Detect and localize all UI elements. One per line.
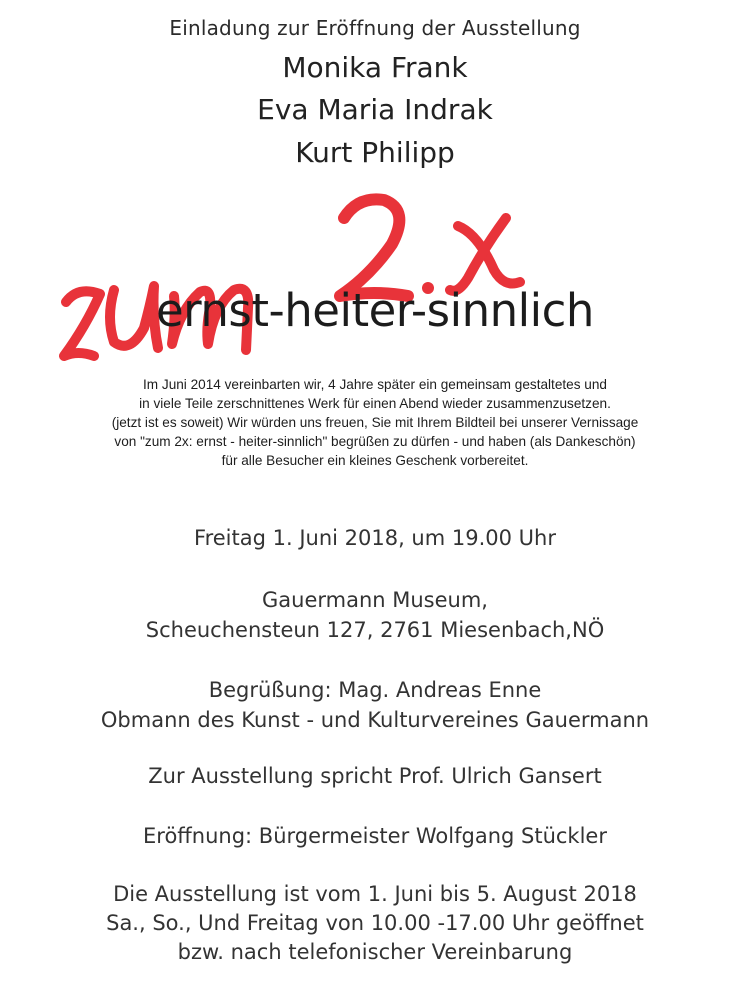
- welcome-speaker-role: Obmann des Kunst - und Kulturvereines Gauermann: [100, 708, 650, 732]
- paragraph-line: von "zum 2x: ernst - heiter-sinnlich" begrüßen zu dürfen - und haben (als Dankeschön): [114, 434, 636, 449]
- invitation-paragraph: [40, 375, 710, 470]
- venue-address: Scheuchensteun 127, 2761 Miesenbach,NÖ: [145, 618, 605, 642]
- venue-name: Gauermann Museum,: [262, 588, 488, 612]
- paragraph-line: in viele Teile zerschnittenes Werk für einen Abend wieder zusammenzusetzen.: [139, 396, 611, 411]
- paragraph-line: Im Juni 2014 vereinbarten wir, 4 Jahre später ein gemeinsam gestaltetes und: [143, 377, 607, 392]
- event-date: Freitag 1. Juni 2018, um 19.00 Uhr: [194, 526, 556, 550]
- appointment-note: bzw. nach telefonischer Vereinbarung: [177, 940, 573, 964]
- exhibition-speaker: Zur Ausstellung spricht Prof. Ulrich Gansert: [148, 764, 602, 788]
- artist-name: Monika Frank: [282, 51, 468, 84]
- artist-name: Kurt Philipp: [295, 136, 455, 169]
- invitation-intro: Einladung zur Eröffnung der Ausstellung: [169, 16, 581, 40]
- opening-official: Eröffnung: Bürgermeister Wolfgang Stückler: [143, 824, 607, 848]
- exhibition-duration: Die Ausstellung ist vom 1. Juni bis 5. August 2018: [113, 882, 637, 906]
- opening-hours: Sa., So., Und Freitag von 10.00 -17.00 Uhr geöffnet: [106, 911, 644, 935]
- welcome-speaker: Begrüßung: Mag. Andreas Enne: [208, 678, 542, 702]
- exhibition-title: ernst-heiter-sinnlich: [156, 284, 594, 337]
- artist-name: Eva Maria Indrak: [257, 93, 493, 126]
- paragraph-line: (jetzt ist es soweit) Wir würden uns freuen, Sie mit Ihrem Bildteil bei unserer Vernissage: [111, 415, 639, 430]
- paragraph-line: für alle Besucher ein kleines Geschenk vorbereitet.: [221, 453, 529, 468]
